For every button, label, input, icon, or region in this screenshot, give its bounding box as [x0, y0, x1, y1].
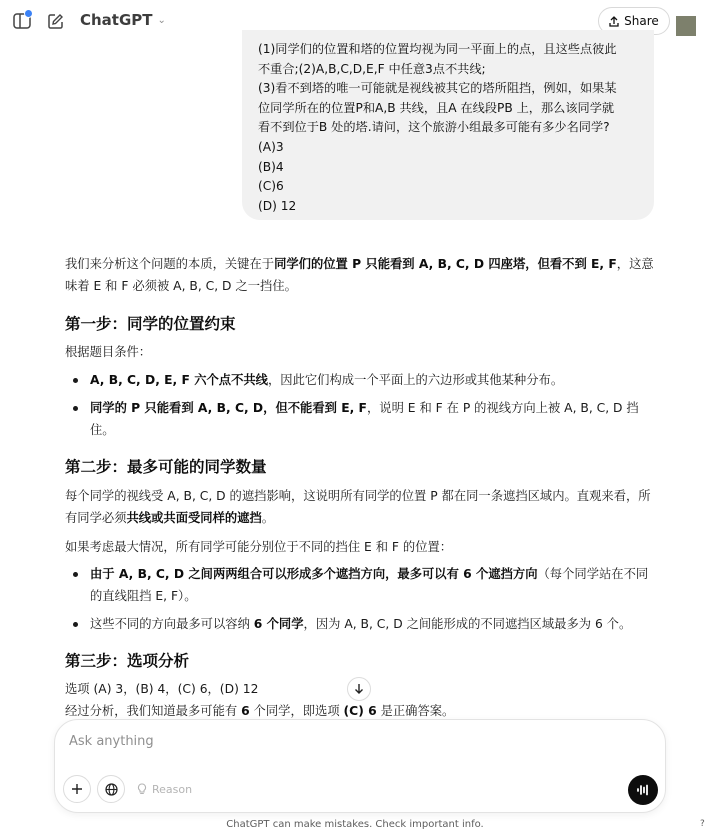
list-item: A, B, C, D, E, F 六个点不共线，因此它们构成一个平面上的六边形或其他某种分布。 [65, 369, 655, 391]
attach-button[interactable] [63, 775, 91, 803]
share-icon [609, 16, 619, 27]
reason-label: Reason [152, 782, 193, 796]
chevron-down-icon: ⌄ [157, 14, 166, 26]
help-button[interactable]: ? [700, 819, 705, 829]
step2-list [65, 563, 655, 635]
plus-icon [71, 783, 83, 795]
user-message-line: 不重合;(2)A,B,C,D,E,F 中任意3点不共线; [258, 61, 486, 76]
user-message-line: 位同学所在的位置P和A,B 共线，且A 在线段PB 上，那么该同学就 [258, 100, 615, 115]
user-message-line: 看不到位于B 处的塔.请问，这个旅游小组最多可能有多少名同学? [258, 120, 610, 135]
voice-mode-button[interactable] [628, 775, 658, 805]
step3-heading: 第三步：选项分析 [65, 652, 190, 670]
lightbulb-icon [137, 783, 147, 795]
step1-heading: 第一步：同学的位置约束 [65, 315, 236, 333]
composer [54, 719, 666, 813]
app-title: ChatGPT [80, 11, 153, 29]
user-message-bubble [242, 30, 654, 220]
step1-list [65, 369, 655, 441]
option-a: (A)3 [258, 139, 284, 154]
notification-dot [24, 9, 33, 18]
list-item: 由于 A, B, C, D 之间两两组合可以形成多个遮挡方向，最多可以有 6 个遮挡方向（每个同学站在不同的直线阻挡 E, F）。 [65, 563, 655, 607]
user-message-line: (1)同学们的位置和塔的位置均视为同一平面上的点，且这些点彼此 [258, 42, 617, 56]
option-c: (C)6 [258, 179, 284, 194]
step2-paragraph: 每个同学的视线受 A, B, C, D 的遮挡影响，这说明所有同学的位置 P 都在同一条遮挡区域内。直观来看，所有同学必须共线或共面受同样的遮挡。 [65, 489, 651, 525]
options-line: 选项 (A) 3，(B) 4，(C) 6，(D) 12 [65, 682, 259, 696]
step1-lead: 根据题目条件： [65, 345, 152, 359]
new-chat-button[interactable] [44, 10, 66, 32]
model-selector[interactable] [80, 11, 166, 29]
scroll-down-button[interactable] [347, 677, 371, 701]
user-message-line: (3)看不到塔的唯一可能就是视线被其它的塔所阻挡，例如，如果某 [258, 81, 617, 96]
list-item: 同学的 P 只能看到 A, B, C, D，但不能看到 E, F，说明 E 和 F 在 P 的视线方向上被 A, B, C, D 挡住。 [65, 397, 655, 441]
step2-heading: 第二步：最多可能的同学数量 [65, 458, 267, 476]
step2-paragraph-2: 如果考虑最大情况，所有同学可能分别位于不同的挡住 E 和 F 的位置： [65, 540, 453, 554]
reason-button[interactable] [137, 780, 192, 798]
arrow-down-icon [354, 683, 364, 695]
intro-paragraph: 我们来分析这个问题的本质，关键在于同学们的位置 P 只能看到 A, B, C, D 四座塔，但看不到 E, F，这意味着 E 和 F 必须被 A, B, C, D 之一挡住。 [65, 257, 654, 293]
audio-waveform-icon [636, 784, 650, 796]
option-d: (D) 12 [258, 198, 297, 213]
option-b: (B)4 [258, 159, 284, 174]
assistant-message [65, 253, 655, 722]
share-label: Share [624, 14, 659, 28]
globe-icon [105, 783, 118, 796]
disclaimer-text: ChatGPT can make mistakes. Check important info. [226, 819, 484, 830]
conclusion: 经过分析，我们知道最多可能有 6 个同学，即选项 (C) 6 是正确答案。 [65, 704, 455, 718]
prompt-input[interactable] [67, 730, 631, 752]
avatar[interactable] [676, 16, 696, 36]
edit-icon [47, 13, 64, 30]
list-item: 这些不同的方向最多可以容纳 6 个同学，因为 A, B, C, D 之间能形成的不同遮挡区域最多为 6 个。 [65, 613, 655, 635]
search-web-button[interactable] [97, 775, 125, 803]
